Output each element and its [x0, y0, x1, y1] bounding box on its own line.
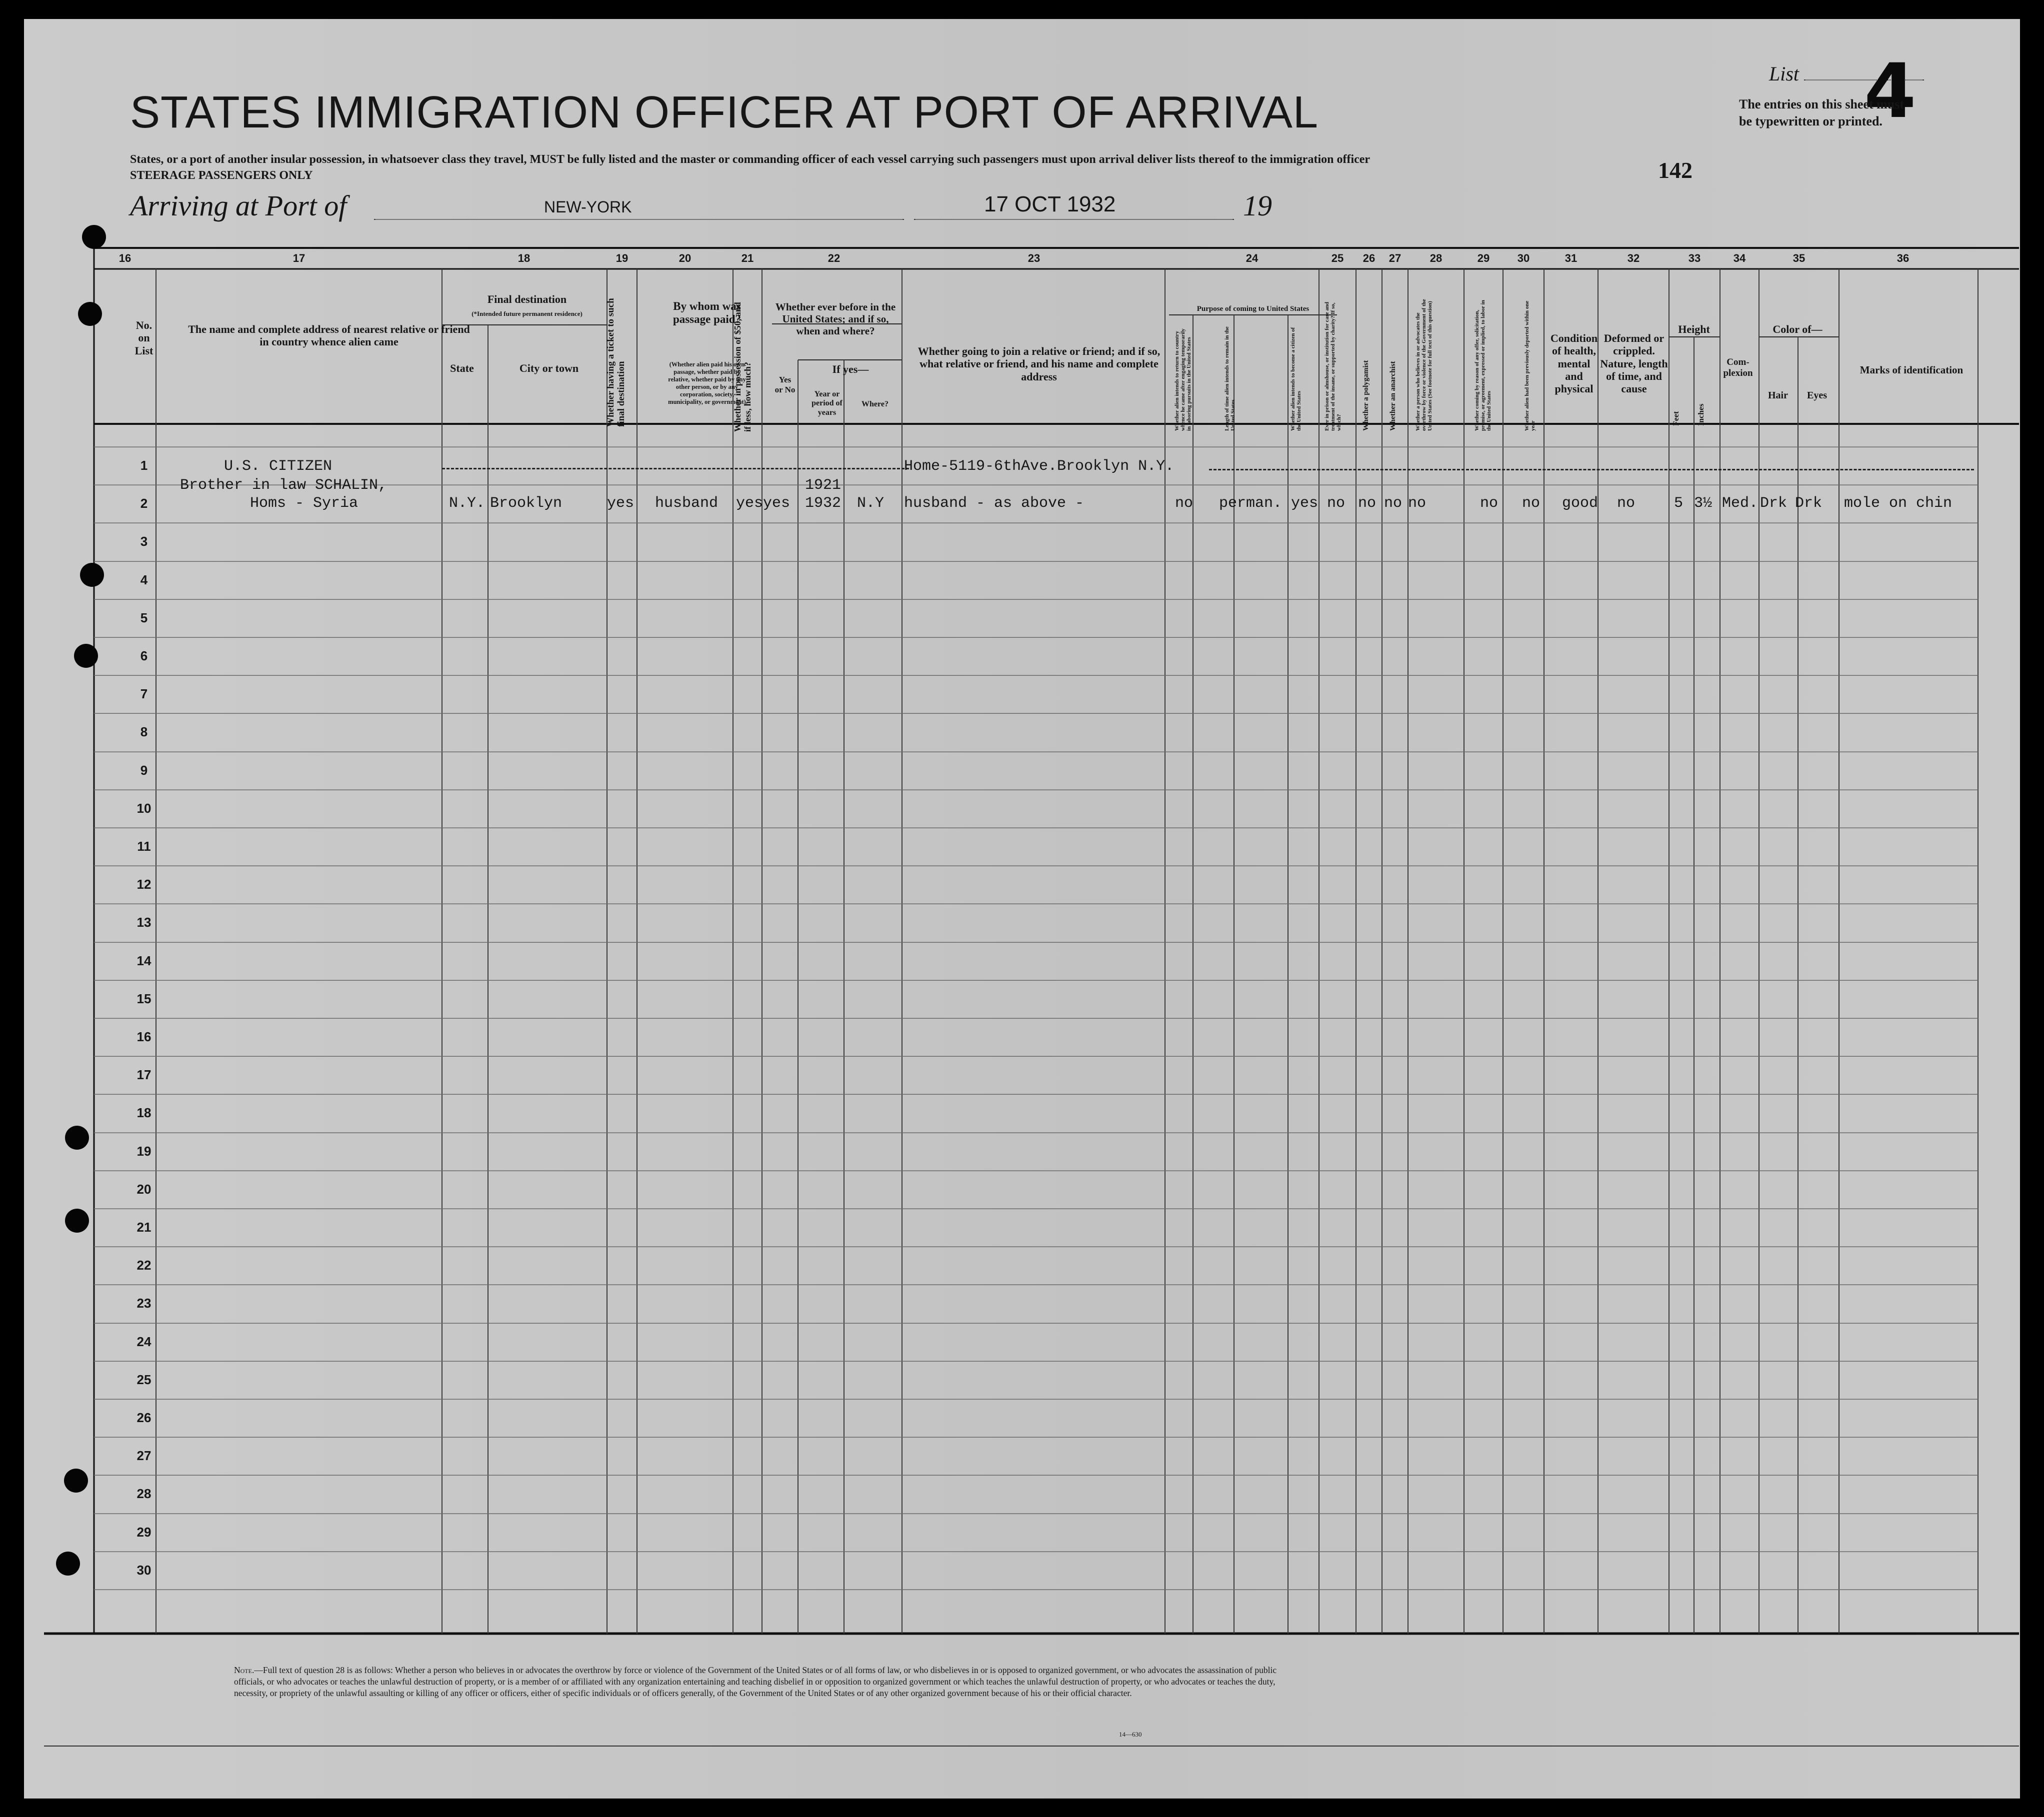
binder-hole [65, 1209, 89, 1233]
row2-relative-line2: Homs - Syria [250, 495, 358, 512]
header-city: City or town [519, 362, 579, 374]
column-number: 35 [1792, 252, 1806, 264]
manifest-sheet [24, 19, 2020, 1799]
footnote-text: —Full text of question 28 is as follows: Whether a person who believes in or advocates the overthrow by force or violence of the Government of the United States or of all forms of law, or who disbelieves in or is opposed to organized government, or who advocates the assassination of public officials, or who advocates or teaches the unlawful destruction of property, or is a member of or affiliated with any organization entertaining and teaching disbelief in or opposition to organized government or which teaches the unlawful destruction of property, or who advocates or teaches the duty, necessity, or propriety of the unlawful assaulting or killing of any officer or officers, either of specific individuals or of officers generally, of the Government of the United States or of any other organized government because of his or their official character. [234, 1665, 1277, 1698]
row2-col27: no [1384, 495, 1402, 512]
column-number: 34 [1733, 252, 1746, 264]
column-number: 31 [1564, 252, 1578, 264]
column-number: 18 [518, 252, 530, 264]
column-number: 27 [1388, 252, 1402, 264]
header-eyes: Eyes [1807, 390, 1827, 401]
header-marks: Marks of identification [1860, 364, 1964, 376]
row-number: 10 [136, 801, 152, 816]
row-number: 26 [136, 1410, 152, 1425]
header-purpose-citizen: Whether alien intends to become a citizen of the United States [1290, 327, 1302, 431]
column-number: 26 [1362, 252, 1376, 264]
header-purpose: Purpose of coming to United States [1196, 305, 1310, 313]
header-feet: Feet [1672, 411, 1680, 426]
row2-col25: no [1327, 495, 1346, 512]
footnote [234, 1665, 1284, 1699]
column-number: 24 [1246, 252, 1258, 264]
column-number: 21 [741, 252, 754, 264]
header-col29: Whether coming by reason of any offer, solicitation, promise, or agreement, expressed or implied, to labor in the United States [1474, 300, 1492, 431]
header-final-destination: Final destination [487, 293, 567, 305]
row1-dash-right [1209, 469, 1974, 470]
header-col30: Whether alien had been previously deported within one year [1524, 300, 1536, 431]
footnote-lead: Note. [234, 1665, 254, 1675]
column-number: 32 [1627, 252, 1640, 264]
form-title: STATES IMMIGRATION OFFICER AT PORT OF ARRIVAL [130, 87, 1318, 137]
row1-relative: U.S. CITIZEN [224, 458, 332, 475]
header-no-on-list: No. on List [134, 319, 154, 357]
typewritten-note-line2: be typewritten or printed. [1739, 113, 1882, 128]
header-ever-before: Whether ever before in the United States; and if so, when and where? [775, 301, 896, 337]
header-deformed: Deformed or crippled. Nature, length of time, and cause [1600, 332, 1668, 395]
list-label: List [1769, 62, 1800, 85]
row-number: 7 [140, 686, 148, 701]
row-number: 15 [136, 991, 152, 1006]
header-complexion: Com-plexion [1723, 357, 1753, 378]
binder-hole [82, 225, 106, 249]
row2-eyes: Drk [1795, 495, 1822, 512]
header-color-of: Color of— [1772, 323, 1822, 335]
header-final-destination-note: (*Intended future permanent residence) [472, 310, 582, 317]
row2-ever-before: yes [763, 495, 790, 512]
sheet-number: 142 [1658, 157, 1692, 183]
row-number: 5 [140, 610, 148, 625]
column-number: 36 [1896, 252, 1910, 264]
row2-year-2: 1932 [805, 495, 842, 512]
row2-health: good [1562, 495, 1598, 512]
column-number: 25 [1331, 252, 1344, 264]
binder-hole [74, 644, 98, 668]
column-number: 23 [1028, 252, 1040, 264]
header-inches: Inches [1697, 403, 1706, 426]
row2-complexion: Med. [1722, 495, 1758, 512]
row-number: 16 [136, 1029, 152, 1044]
row2-possession: yes [736, 495, 764, 512]
row2-city: Brooklyn [490, 495, 562, 512]
binder-hole [56, 1552, 80, 1576]
row-number: 23 [136, 1296, 152, 1311]
passenger-class: STEERAGE PASSENGERS ONLY [130, 169, 313, 182]
row-number: 18 [136, 1105, 152, 1120]
row2-col30: no [1522, 495, 1540, 512]
binder-hole [65, 1126, 89, 1150]
row1-join: Home-5119-6thAve.Brooklyn N.Y. [904, 458, 1174, 475]
header-nearest-relative: The name and complete address of nearest relative or friend in country whence alien came [188, 323, 470, 348]
row-number: 3 [140, 534, 148, 549]
row-number: 12 [136, 877, 152, 892]
row2-purpose-citizen: yes [1291, 495, 1318, 512]
row2-feet: 5 [1674, 495, 1684, 512]
row2-join: husband - as above - [904, 495, 1084, 512]
header-yes-no: Yes or No [774, 375, 796, 394]
arriving-label: Arriving at Port of [130, 189, 347, 222]
row1-dash-left [442, 468, 909, 469]
header-condition: Condition of health, mental and physical [1550, 332, 1598, 395]
header-col26: Whether a polygamist [1362, 360, 1370, 431]
port-name: NEW-YORK [544, 198, 632, 216]
row-number: 2 [140, 496, 148, 511]
column-number: 20 [678, 252, 692, 264]
binder-hole [64, 1469, 88, 1493]
row2-where: N.Y [857, 495, 884, 512]
header-col28: Whether a person who believes in or advocates the overthrow by force or violence of the Government of the United States (See footnote for full text of this question) [1415, 299, 1434, 431]
header-by-whom-paid: By whom was passage paid? [672, 300, 742, 326]
header-where: Where? [862, 400, 888, 408]
column-number: 30 [1517, 252, 1530, 264]
row2-deformed: no [1617, 495, 1636, 512]
column-number: 16 [118, 252, 132, 264]
header-year-or-period: Year or period of years [812, 390, 842, 417]
row-number: 11 [137, 839, 151, 854]
instructions-text: States, or a port of another insular possession, in whatsoever class they travel, MUST be fully listed and the master or commanding officer of each vessel carrying such passengers must upon arrival deliver lists thereof to the immigration officer [130, 153, 1370, 166]
row-number: 9 [140, 763, 148, 778]
row2-year-1: 1921 [805, 477, 842, 494]
binder-hole [78, 302, 102, 326]
row2-purpose-length: perman. [1219, 495, 1282, 512]
column-number: 22 [828, 252, 840, 264]
row2-marks: mole on chin [1844, 495, 1952, 512]
typewritten-note-line1: The entries on this sheet must [1739, 97, 1904, 111]
row2-hair: Drk [1760, 495, 1788, 512]
row2-col26: no [1358, 495, 1376, 512]
year-prefix: 19 [1243, 189, 1272, 222]
header-state: State [450, 362, 474, 374]
row2-purpose-return: no [1175, 495, 1194, 512]
column-number: 17 [292, 252, 306, 264]
header-purpose-return: Whether alien intends to return to country whence he came after engaging temporarily in laboring pursuits in the United States [1174, 328, 1192, 431]
row-number: 29 [136, 1525, 152, 1540]
row-number: 8 [140, 724, 148, 739]
row2-col29: no [1480, 495, 1498, 512]
header-ticket: Whether having a ticket to such final destination [606, 298, 626, 427]
header-possession-50: Whether in possession of $50, and if less, how much? [732, 302, 752, 432]
row2-paid-by: husband [655, 495, 718, 512]
table-grid [24, 19, 2020, 1799]
row-number: 14 [136, 953, 152, 968]
binder-hole [80, 563, 104, 587]
column-number: 28 [1430, 252, 1442, 264]
row-number: 6 [140, 648, 148, 663]
row-number: 17 [136, 1067, 152, 1082]
header-col25: Ever in prison or almshouse, or institution for care and treatment of the insane, or supported by charity? If so, which? [1324, 301, 1342, 431]
date-stamp: 17 OCT 1932 [984, 192, 1116, 216]
list-number: 4 [1864, 48, 1916, 135]
header-purpose-length: Length of time alien intends to remain in the United States [1224, 326, 1236, 431]
row2-state: N.Y. [449, 495, 486, 512]
row-number: 22 [136, 1258, 152, 1273]
header-col27: Whether an anarchist [1389, 361, 1397, 431]
row-number: 28 [136, 1486, 152, 1501]
row-number: 4 [140, 572, 148, 587]
column-number: 19 [616, 252, 628, 264]
row2-ticket: yes [607, 495, 634, 512]
row2-col28: no [1408, 495, 1426, 512]
header-by-whom-paid-note: (Whether alien paid his own passage, whether paid by relative, whether paid by any other person, or by any corporation, society, municipality, or government) [668, 361, 746, 405]
row-number: 30 [136, 1563, 152, 1578]
form-number: 14—630 [1119, 1731, 1142, 1738]
row-number: 25 [136, 1372, 152, 1387]
row-number: 19 [136, 1144, 152, 1159]
header-join-relative: Whether going to join a relative or friend; and if so, what relative or friend, and his name and complete address [918, 345, 1160, 383]
row2-relative: Brother in law SCHALIN, [180, 477, 388, 494]
row-number: 20 [136, 1182, 152, 1197]
row-number: 27 [136, 1448, 152, 1463]
row-number: 13 [136, 915, 152, 930]
row2-inches: 3½ [1694, 495, 1712, 512]
row-number: 21 [136, 1220, 152, 1235]
column-number: 29 [1477, 252, 1490, 264]
header-hair: Hair [1768, 390, 1788, 401]
column-number: 33 [1688, 252, 1701, 264]
header-if-yes: If yes— [832, 363, 869, 375]
header-height: Height [1678, 323, 1710, 335]
row-number: 24 [136, 1334, 152, 1349]
row-number: 1 [140, 458, 148, 473]
